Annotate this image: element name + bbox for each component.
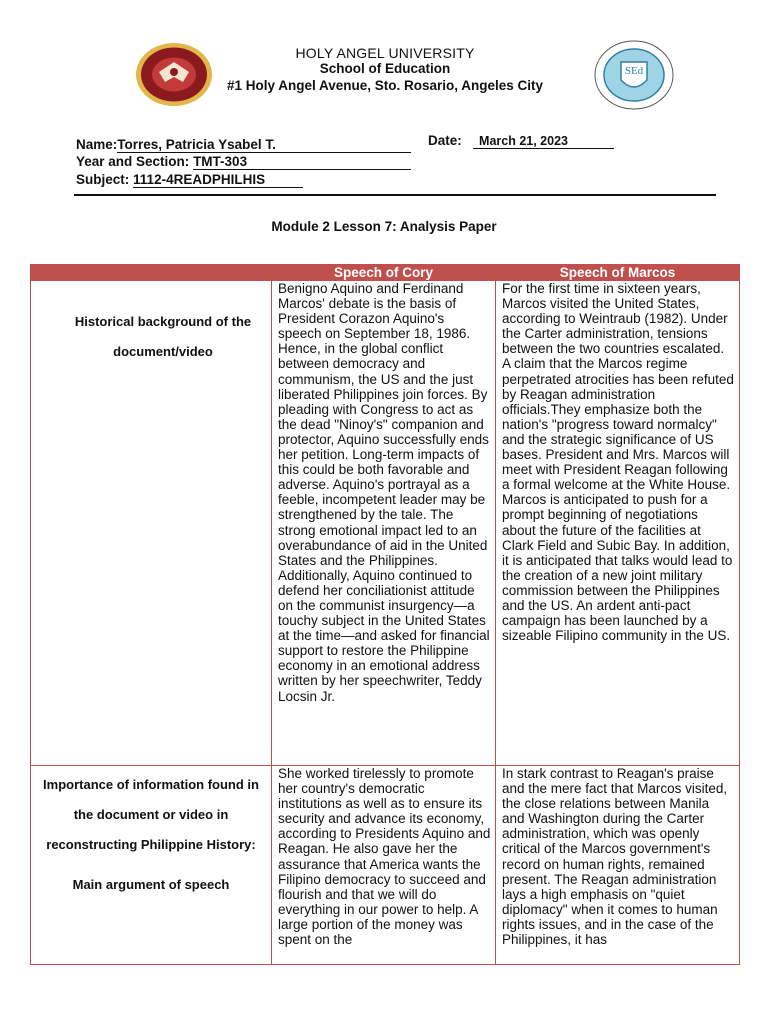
table-row: [31, 766, 740, 965]
svg-text:SEd: SEd: [624, 65, 644, 77]
year-section-label: Year and Section:: [76, 154, 190, 169]
importance-label-block: [31, 766, 271, 900]
date-row: [428, 133, 614, 149]
university-name: HOLY ANGEL UNIVERSITY: [295, 45, 475, 61]
school-of-education-logo: [594, 40, 674, 110]
school-name: School of Education: [319, 61, 451, 76]
subject-value: 1112-4READPHILHIS: [133, 173, 303, 188]
importance-of-information-label: Importance of information found in the document or video in reconstructing Philippine History:: [43, 777, 259, 852]
name-row: [76, 137, 411, 153]
cory-cell: [272, 766, 496, 965]
row-label-cell: [31, 281, 272, 766]
subject-row: [76, 172, 303, 188]
cory-historical-background: Benigno Aquino and Ferdinand Marcos' debate is the basis of President Corazon Aquino's speech on September 18, 1986. Hence, in the global conflict between democracy and communism, the US and the just liberated Philippines join forces. By pleading with Congress to act as the dead "Ninoy's" companion and protector, Aquino successfully ends her petition. Long-term impacts of this could be both favorable and adverse. Aquino's portrayal as a feeble, incompetent leader may be strengthened by the tale. The strong emotional impact led to an overabundance of aid in the United States and the Philippines. Additionally, Aquino continued to defend her conciliationist attitude on the communist insurgency—a touchy subject in the United States at the time—and asked for financial support to restore the Philippine economy in an emotional address written by her speechwriter, Teddy Locsin Jr.: [278, 281, 490, 704]
subject-label: Subject:: [76, 172, 130, 187]
year-section-row: [76, 154, 411, 170]
table-header-row: [31, 265, 740, 281]
analysis-table: [30, 264, 740, 965]
cory-cell: [272, 281, 496, 766]
marcos-importance: In stark contrast to Reagan's praise and the mere fact that Marcos visited, the close relations between Manila and Washington during the Carter administration, which was openly critical of the Marcos government's record on human rights, remained present. The Reagan administration lays a high emphasis on "quiet diplomacy" when it comes to human rights issues, and in the case of the Philippines, it has: [502, 766, 728, 948]
row-label-cell: [31, 766, 272, 965]
header-speech-of-marcos: Speech of Marcos: [496, 265, 740, 281]
year-section-value: TMT-303: [193, 155, 411, 170]
name-value: Torres, Patricia Ysabel T.: [117, 138, 411, 153]
main-argument-label: Main argument of speech: [72, 877, 230, 892]
marcos-cell: [496, 766, 740, 965]
date-label: Date:: [428, 133, 462, 148]
document-title: Module 2 Lesson 7: Analysis Paper: [271, 219, 497, 234]
school-address: #1 Holy Angel Avenue, Sto. Rosario, Angeles City: [226, 78, 544, 93]
marcos-cell: [496, 281, 740, 766]
cory-importance: She worked tirelessly to promote her country's democratic institutions as well as to ensure its security and advance its economy, according to Presidents Aquino and Reagan. He also gave her the assurance that America wants the Filipino democracy to succeed and flourish and that we will do everything in our power to help. A large portion of the money was spent on the: [278, 766, 491, 948]
header-divider: [74, 194, 716, 196]
letterhead: [200, 45, 570, 94]
name-label: Name:: [76, 137, 118, 152]
header-speech-of-cory: Speech of Cory: [272, 265, 496, 281]
date-value: March 21, 2023: [473, 134, 614, 149]
marcos-historical-background: For the first time in sixteen years, Marcos visited the United States, according to Weintraub (1982). Under the Carter administration, tensions between the two countries escalated. A claim that the Marcos regime perpetrated atrocities has been refuted by Reagan administration officials.They emphasize both the nation's "progress toward normalcy" and the strategic significance of US bases. President and Mrs. Marcos will meet with President Reagan following a formal welcome at the White House. Marcos is anticipated to push for a prompt beginning of negotiations about the future of the facilities at Clark Field and Subic Bay. In addition, it is anticipated that talks would lead to the creation of a new joint military commission between the Philippines and the US. An ardent anti-pact campaign has been launched by a sizeable Filipino community in the US.: [502, 281, 734, 644]
historical-background-label: Historical background of the document/video: [74, 314, 252, 359]
header-cell-empty: [31, 265, 272, 281]
table-row: [31, 281, 740, 766]
